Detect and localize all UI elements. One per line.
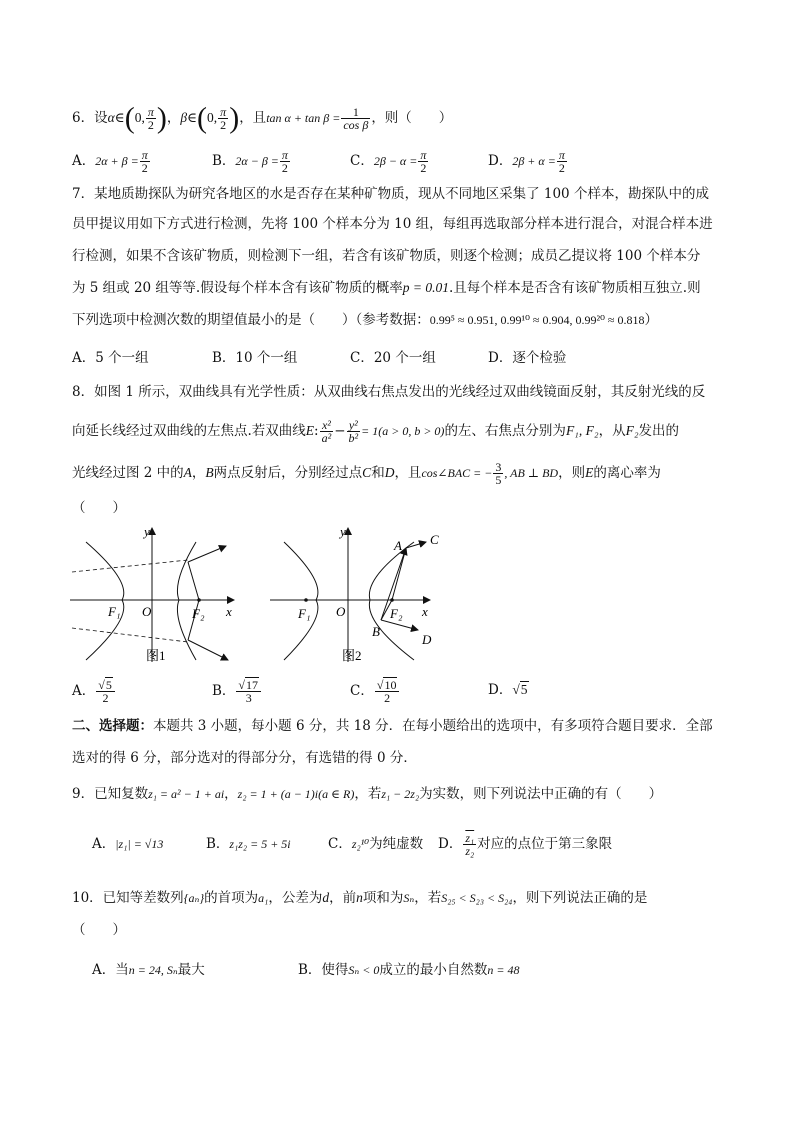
label-a: A	[394, 538, 402, 553]
q8-option-c[interactable]: C． $\frac{√10}{2}$	[350, 674, 400, 708]
q10-option-b[interactable]: B．使得Sₙ < 0成立的最小自然数n = 48	[298, 962, 520, 978]
one-over-cos-beta: $\frac{1}{\text{cos β}}$	[343, 105, 369, 132]
label-f1: F₁	[108, 604, 121, 619]
q6-option-a[interactable]: A．2α + β = $\frac{\pi}{2}$	[72, 148, 148, 175]
q9-option-a[interactable]: A．|z₁| = √13	[92, 836, 164, 852]
q6-option-d[interactable]: D．2β + α = $\frac{\pi}{2}$	[488, 148, 565, 175]
q7-option-c[interactable]: C．20 个一组	[350, 350, 436, 366]
q6-option-b[interactable]: B．2α − β = $\frac{\pi}{2}$	[212, 148, 288, 175]
q7-line-4: 为 5 组或 20 组等等.假设每个样本含有该矿物质的概率p = 0.01.且每个样本是否含有该矿物质相互独立.则	[72, 280, 701, 296]
figure-1-hyperbola	[64, 520, 244, 670]
label-f1: F₁	[298, 606, 311, 621]
left-branch	[86, 542, 124, 660]
section-2-heading: 二、选择题：本题共 3 小题，每小题 6 分，共 18 分．在每小题给出的选项中，有多项符合题目要求．全部	[72, 718, 713, 734]
q8-line-2: 向延长线经过双曲线的左焦点.若双曲线E: $\frac{\text{x²}}{\text{a²}}$ − $\frac{\text{y²}}{\text{b²}}$ = 1(a > 0, b > 0)的左、右焦点分别为F₁, F₂，从F₂发出的	[72, 418, 680, 445]
label-origin: O	[142, 604, 152, 619]
q7-line-5: 下列选项中检测次数的期望值最小的是（ ）（参考数据：0.99⁵ ≈ 0.951, 0.99¹⁰ ≈ 0.904, 0.99²⁰ ≈ 0.818）	[72, 312, 659, 328]
q9-option-b[interactable]: B．z₁z₂ = 5 + 5i	[206, 836, 291, 852]
label-f2: F₂	[192, 606, 205, 621]
q7-option-b[interactable]: B．10 个一组	[212, 350, 298, 366]
label-y: y	[144, 524, 150, 539]
q8-line-1: 8．如图 1 所示，双曲线具有光学性质：从双曲线右焦点发出的光线经过双曲线镜面反射，其反射光线的反	[72, 384, 706, 400]
q10-stem: 10．已知等差数列{aₙ}的首项为a₁，公差为d，前n项和为Sₙ，若S₂₅ < S₂₃ < S₂₄，则下列说法正确的是	[72, 890, 648, 906]
figure-2-caption: 图2	[342, 648, 362, 663]
q6-option-c[interactable]: C．2β − α = $\frac{\pi}{2}$	[350, 148, 427, 175]
label-c: C	[430, 532, 439, 547]
q7-line-1: 7．某地质勘探队为研究各地区的水是否存在某种矿物质，现从不同地区采集了 100 个样本，勘探队中的成	[72, 186, 709, 202]
label-f2: F₂	[390, 606, 403, 621]
figure-2-hyperbola	[266, 520, 446, 670]
q9-option-c[interactable]: C．z₂¹⁰为纯虚数	[328, 836, 424, 852]
q6-stem: 6．设α∈(0, $\frac{\pi}{2}$ )，β∈(0, $\frac{\pi}{2}$ )，且tan α + tan β = $\frac{1}{\text{cos β}}$ ，则（ ）	[72, 101, 453, 135]
label-y: y	[340, 524, 346, 539]
q9-stem: 9．已知复数z₁ = a² − 1 + ai，z₂ = 1 + (a − 1)i(a ∈ R)，若z₁ − 2z₂为实数，则下列说法中正确的有（ ）	[72, 786, 663, 802]
figure-1-caption: 图1	[146, 648, 166, 663]
label-b: B	[372, 624, 380, 639]
q7-option-d[interactable]: D．逐个检验	[488, 350, 567, 366]
q10-answer-paren: （ ）	[72, 922, 126, 938]
q8-option-b[interactable]: B． $\frac{√17}{3}$	[212, 674, 262, 708]
q8-answer-paren: （ ）	[72, 500, 126, 516]
q8-option-a[interactable]: A． $\frac{√5}{2}$	[72, 674, 116, 708]
section-2-instructions: 选对的得 6 分，部分选对的得部分分，有选错的得 0 分．	[72, 750, 417, 766]
q8-option-d[interactable]: D．√5	[488, 682, 528, 698]
label-x: x	[422, 604, 428, 619]
q10-option-a[interactable]: A．当n = 24, Sₙ最大	[92, 962, 205, 978]
pi-over-2: $\frac{\pi}{2}$	[147, 105, 154, 132]
q8-line-3: 光线经过图 2 中的A，B两点反射后，分别经过点C和D，且cos∠BAC = − $\frac{3}{5}$ , AB ⊥ BD，则E的离心率为	[72, 460, 661, 487]
q7-option-a[interactable]: A．5 个一组	[72, 350, 149, 366]
label-d: D	[422, 632, 432, 647]
label-x: x	[226, 604, 232, 619]
pi-over-2: $\frac{\pi}{2}$	[220, 105, 227, 132]
label-origin: O	[336, 604, 346, 619]
q7-line-3: 行检测，如果不含该矿物质，则检测下一组，若含有该矿物质，则逐个检测；成员乙提议将 100 个样本分	[72, 248, 701, 264]
left-branch	[284, 542, 318, 660]
q7-line-2: 员甲提议用如下方式进行检测，先将 100 个样本分为 10 组，每组再选取部分样本进行混合，对混合样本进	[72, 216, 713, 232]
q9-option-d[interactable]: D． $\frac{\text{z₁}}{\text{z₂}}$ 对应的点位于第三象限	[438, 831, 613, 858]
